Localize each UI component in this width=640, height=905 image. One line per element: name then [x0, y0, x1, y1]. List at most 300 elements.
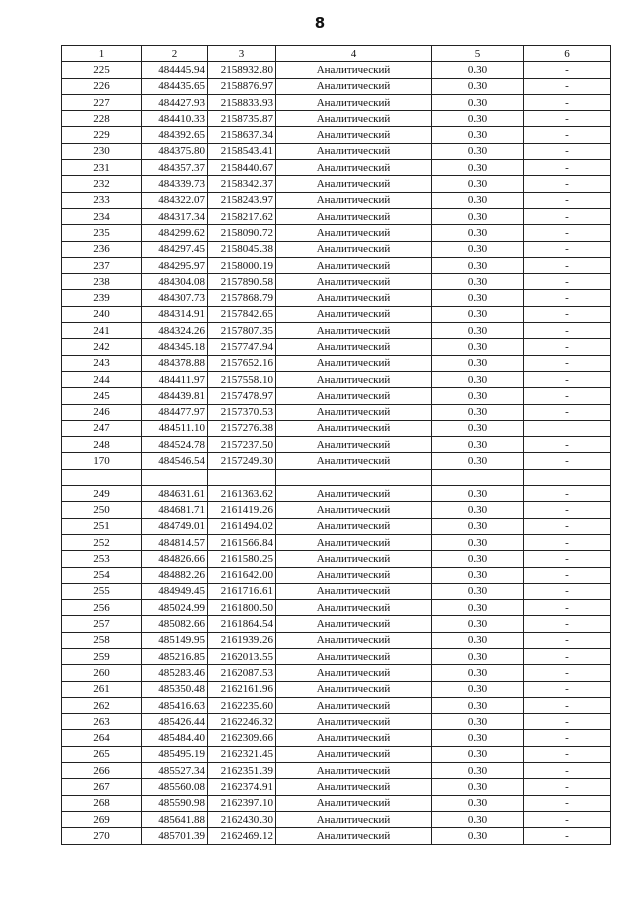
y-coordinate-cell: 2162309.66 [208, 730, 276, 746]
accuracy-cell: 0.30 [432, 811, 524, 827]
x-coordinate-cell: 484307.73 [142, 290, 208, 306]
method-cell: Аналитический [276, 94, 432, 110]
x-coordinate-cell: 484882.26 [142, 567, 208, 583]
y-coordinate-cell: 2162469.12 [208, 828, 276, 844]
method-cell: Аналитический [276, 518, 432, 534]
accuracy-cell: 0.30 [432, 730, 524, 746]
method-cell: Аналитический [276, 551, 432, 567]
y-coordinate-cell: 2161939.26 [208, 632, 276, 648]
accuracy-cell [432, 469, 524, 485]
x-coordinate-cell: 485216.85 [142, 648, 208, 664]
point-number-cell: 232 [62, 176, 142, 192]
table-row [62, 632, 611, 648]
column-header: 4 [276, 46, 432, 62]
x-coordinate-cell: 484524.78 [142, 437, 208, 453]
table-row [62, 257, 611, 273]
y-coordinate-cell: 2161363.62 [208, 486, 276, 502]
x-coordinate-cell: 484299.62 [142, 225, 208, 241]
accuracy-cell: 0.30 [432, 388, 524, 404]
accuracy-cell: 0.30 [432, 78, 524, 94]
accuracy-cell: 0.30 [432, 160, 524, 176]
x-coordinate-cell: 484477.97 [142, 404, 208, 420]
x-coordinate-cell: 484749.01 [142, 518, 208, 534]
table-row [62, 746, 611, 762]
note-cell: - [524, 502, 611, 518]
x-coordinate-cell [142, 469, 208, 485]
y-coordinate-cell: 2158090.72 [208, 225, 276, 241]
table-row [62, 600, 611, 616]
x-coordinate-cell: 484392.65 [142, 127, 208, 143]
point-number-cell: 250 [62, 502, 142, 518]
y-coordinate-cell: 2162235.60 [208, 697, 276, 713]
method-cell: Аналитический [276, 714, 432, 730]
table-row [62, 111, 611, 127]
accuracy-cell: 0.30 [432, 274, 524, 290]
note-cell: - [524, 746, 611, 762]
x-coordinate-cell: 485484.40 [142, 730, 208, 746]
table-row [62, 681, 611, 697]
x-coordinate-cell: 485416.63 [142, 697, 208, 713]
table-row [62, 208, 611, 224]
point-number-cell: 264 [62, 730, 142, 746]
x-coordinate-cell: 485082.66 [142, 616, 208, 632]
x-coordinate-cell: 485024.99 [142, 600, 208, 616]
point-number-cell: 243 [62, 355, 142, 371]
table-row [62, 94, 611, 110]
x-coordinate-cell: 485283.46 [142, 665, 208, 681]
x-coordinate-cell: 485426.44 [142, 714, 208, 730]
y-coordinate-cell: 2157652.16 [208, 355, 276, 371]
x-coordinate-cell: 484357.37 [142, 160, 208, 176]
method-cell: Аналитический [276, 176, 432, 192]
table-row [62, 225, 611, 241]
x-coordinate-cell: 484511.10 [142, 420, 208, 436]
table-row [62, 143, 611, 159]
point-number-cell: 260 [62, 665, 142, 681]
x-coordinate-cell: 484297.45 [142, 241, 208, 257]
y-coordinate-cell: 2157842.65 [208, 306, 276, 322]
point-number-cell: 258 [62, 632, 142, 648]
method-cell: Аналитический [276, 192, 432, 208]
column-header: 3 [208, 46, 276, 62]
method-cell: Аналитический [276, 632, 432, 648]
method-cell: Аналитический [276, 648, 432, 664]
method-cell: Аналитический [276, 388, 432, 404]
accuracy-cell: 0.30 [432, 306, 524, 322]
note-cell: - [524, 632, 611, 648]
y-coordinate-cell: 2157807.35 [208, 323, 276, 339]
note-cell: - [524, 600, 611, 616]
y-coordinate-cell: 2158440.67 [208, 160, 276, 176]
method-cell: Аналитический [276, 404, 432, 420]
accuracy-cell: 0.30 [432, 616, 524, 632]
method-cell: Аналитический [276, 78, 432, 94]
table-row [62, 828, 611, 844]
column-header: 6 [524, 46, 611, 62]
table-row [62, 616, 611, 632]
method-cell: Аналитический [276, 795, 432, 811]
point-number-cell: 248 [62, 437, 142, 453]
accuracy-cell: 0.30 [432, 339, 524, 355]
y-coordinate-cell: 2161494.02 [208, 518, 276, 534]
point-number-cell: 263 [62, 714, 142, 730]
y-coordinate-cell: 2162246.32 [208, 714, 276, 730]
note-cell: - [524, 665, 611, 681]
accuracy-cell: 0.30 [432, 290, 524, 306]
x-coordinate-cell: 484546.54 [142, 453, 208, 469]
method-cell: Аналитический [276, 502, 432, 518]
note-cell: - [524, 828, 611, 844]
note-cell: - [524, 160, 611, 176]
note-cell: - [524, 62, 611, 78]
column-header: 1 [62, 46, 142, 62]
point-number-cell: 225 [62, 62, 142, 78]
method-cell: Аналитический [276, 746, 432, 762]
note-cell: - [524, 779, 611, 795]
y-coordinate-cell: 2161580.25 [208, 551, 276, 567]
x-coordinate-cell: 484345.18 [142, 339, 208, 355]
y-coordinate-cell: 2158735.87 [208, 111, 276, 127]
table-row [62, 795, 611, 811]
y-coordinate-cell: 2158000.19 [208, 257, 276, 273]
note-cell: - [524, 388, 611, 404]
table-row [62, 274, 611, 290]
accuracy-cell: 0.30 [432, 355, 524, 371]
point-number-cell: 265 [62, 746, 142, 762]
note-cell [524, 469, 611, 485]
y-coordinate-cell: 2161642.00 [208, 567, 276, 583]
note-cell: - [524, 616, 611, 632]
x-coordinate-cell: 485560.08 [142, 779, 208, 795]
point-number-cell: 239 [62, 290, 142, 306]
y-coordinate-cell: 2158932.80 [208, 62, 276, 78]
method-cell: Аналитический [276, 616, 432, 632]
note-cell: - [524, 143, 611, 159]
table-row [62, 192, 611, 208]
x-coordinate-cell: 485641.88 [142, 811, 208, 827]
table-row [62, 127, 611, 143]
y-coordinate-cell: 2158833.93 [208, 94, 276, 110]
note-cell: - [524, 486, 611, 502]
method-cell: Аналитический [276, 306, 432, 322]
note-cell: - [524, 453, 611, 469]
table-row [62, 290, 611, 306]
x-coordinate-cell: 484295.97 [142, 257, 208, 273]
note-cell [524, 420, 611, 436]
note-cell: - [524, 339, 611, 355]
y-coordinate-cell: 2157890.58 [208, 274, 276, 290]
accuracy-cell: 0.30 [432, 600, 524, 616]
table-row [62, 371, 611, 387]
x-coordinate-cell: 484681.71 [142, 502, 208, 518]
x-coordinate-cell: 485701.39 [142, 828, 208, 844]
point-number-cell: 252 [62, 534, 142, 550]
note-cell: - [524, 583, 611, 599]
table-row [62, 714, 611, 730]
table-row [62, 534, 611, 550]
note-cell: - [524, 551, 611, 567]
accuracy-cell: 0.30 [432, 502, 524, 518]
accuracy-cell: 0.30 [432, 208, 524, 224]
point-number-cell: 268 [62, 795, 142, 811]
method-cell: Аналитический [276, 567, 432, 583]
x-coordinate-cell: 484427.93 [142, 94, 208, 110]
method-cell: Аналитический [276, 143, 432, 159]
point-number-cell: 237 [62, 257, 142, 273]
y-coordinate-cell: 2157747.94 [208, 339, 276, 355]
accuracy-cell: 0.30 [432, 371, 524, 387]
accuracy-cell: 0.30 [432, 681, 524, 697]
note-cell: - [524, 648, 611, 664]
y-coordinate-cell: 2162351.39 [208, 763, 276, 779]
point-number-cell: 234 [62, 208, 142, 224]
table-row [62, 453, 611, 469]
accuracy-cell: 0.30 [432, 176, 524, 192]
point-number-cell: 254 [62, 567, 142, 583]
method-cell: Аналитический [276, 111, 432, 127]
accuracy-cell: 0.30 [432, 551, 524, 567]
accuracy-cell: 0.30 [432, 127, 524, 143]
point-number-cell: 255 [62, 583, 142, 599]
method-cell: Аналитический [276, 257, 432, 273]
point-number-cell: 257 [62, 616, 142, 632]
table-row [62, 388, 611, 404]
x-coordinate-cell: 484304.08 [142, 274, 208, 290]
x-coordinate-cell: 485149.95 [142, 632, 208, 648]
point-number-cell: 240 [62, 306, 142, 322]
x-coordinate-cell: 484435.65 [142, 78, 208, 94]
x-coordinate-cell: 484631.61 [142, 486, 208, 502]
y-coordinate-cell: 2161864.54 [208, 616, 276, 632]
y-coordinate-cell: 2162161.96 [208, 681, 276, 697]
table-body [62, 62, 611, 844]
point-number-cell: 230 [62, 143, 142, 159]
accuracy-cell: 0.30 [432, 795, 524, 811]
x-coordinate-cell: 484445.94 [142, 62, 208, 78]
y-coordinate-cell: 2157276.38 [208, 420, 276, 436]
table-row [62, 779, 611, 795]
accuracy-cell: 0.30 [432, 225, 524, 241]
note-cell: - [524, 763, 611, 779]
point-number-cell: 170 [62, 453, 142, 469]
coordinates-table [61, 45, 611, 845]
y-coordinate-cell: 2161419.26 [208, 502, 276, 518]
point-number-cell: 247 [62, 420, 142, 436]
point-number-cell: 236 [62, 241, 142, 257]
note-cell: - [524, 241, 611, 257]
y-coordinate-cell: 2158342.37 [208, 176, 276, 192]
note-cell: - [524, 567, 611, 583]
x-coordinate-cell: 485350.48 [142, 681, 208, 697]
note-cell: - [524, 811, 611, 827]
y-coordinate-cell: 2157558.10 [208, 371, 276, 387]
x-coordinate-cell: 485590.98 [142, 795, 208, 811]
accuracy-cell: 0.30 [432, 192, 524, 208]
y-coordinate-cell: 2161716.61 [208, 583, 276, 599]
accuracy-cell: 0.30 [432, 583, 524, 599]
point-number-cell: 249 [62, 486, 142, 502]
x-coordinate-cell: 484314.91 [142, 306, 208, 322]
accuracy-cell: 0.30 [432, 567, 524, 583]
point-number-cell: 267 [62, 779, 142, 795]
accuracy-cell: 0.30 [432, 111, 524, 127]
method-cell: Аналитический [276, 665, 432, 681]
x-coordinate-cell: 484322.07 [142, 192, 208, 208]
method-cell: Аналитический [276, 62, 432, 78]
accuracy-cell: 0.30 [432, 241, 524, 257]
note-cell: - [524, 176, 611, 192]
method-cell: Аналитический [276, 437, 432, 453]
table-row [62, 339, 611, 355]
accuracy-cell: 0.30 [432, 828, 524, 844]
column-header: 2 [142, 46, 208, 62]
method-cell: Аналитический [276, 225, 432, 241]
page-number: 8 [314, 14, 326, 32]
table-row [62, 437, 611, 453]
method-cell: Аналитический [276, 583, 432, 599]
x-coordinate-cell: 484410.33 [142, 111, 208, 127]
note-cell: - [524, 714, 611, 730]
x-coordinate-cell: 484439.81 [142, 388, 208, 404]
method-cell: Аналитический [276, 828, 432, 844]
y-coordinate-cell: 2157868.79 [208, 290, 276, 306]
note-cell: - [524, 534, 611, 550]
accuracy-cell: 0.30 [432, 62, 524, 78]
point-number-cell: 269 [62, 811, 142, 827]
x-coordinate-cell: 484826.66 [142, 551, 208, 567]
x-coordinate-cell: 484324.26 [142, 323, 208, 339]
y-coordinate-cell: 2162374.91 [208, 779, 276, 795]
method-cell: Аналитический [276, 160, 432, 176]
method-cell: Аналитический [276, 274, 432, 290]
method-cell: Аналитический [276, 355, 432, 371]
point-number-cell: 229 [62, 127, 142, 143]
y-coordinate-cell: 2162430.30 [208, 811, 276, 827]
table-row [62, 160, 611, 176]
y-coordinate-cell: 2158876.97 [208, 78, 276, 94]
method-cell: Аналитический [276, 763, 432, 779]
note-cell: - [524, 225, 611, 241]
accuracy-cell: 0.30 [432, 486, 524, 502]
y-coordinate-cell: 2157237.50 [208, 437, 276, 453]
point-number-cell: 235 [62, 225, 142, 241]
table-row [62, 355, 611, 371]
method-cell: Аналитический [276, 453, 432, 469]
accuracy-cell: 0.30 [432, 746, 524, 762]
y-coordinate-cell: 2158637.34 [208, 127, 276, 143]
point-number-cell: 241 [62, 323, 142, 339]
table-row [62, 583, 611, 599]
table-row [62, 648, 611, 664]
method-cell: Аналитический [276, 779, 432, 795]
method-cell: Аналитический [276, 323, 432, 339]
point-number-cell: 251 [62, 518, 142, 534]
point-number-cell: 244 [62, 371, 142, 387]
note-cell: - [524, 730, 611, 746]
note-cell: - [524, 127, 611, 143]
x-coordinate-cell: 484339.73 [142, 176, 208, 192]
point-number-cell: 261 [62, 681, 142, 697]
table-row [62, 567, 611, 583]
y-coordinate-cell: 2157370.53 [208, 404, 276, 420]
point-number-cell: 253 [62, 551, 142, 567]
table-row [62, 763, 611, 779]
y-coordinate-cell: 2157478.97 [208, 388, 276, 404]
method-cell: Аналитический [276, 811, 432, 827]
note-cell: - [524, 404, 611, 420]
y-coordinate-cell: 2158243.97 [208, 192, 276, 208]
point-number-cell: 256 [62, 600, 142, 616]
table-row [62, 518, 611, 534]
y-coordinate-cell: 2161800.50 [208, 600, 276, 616]
point-number-cell: 233 [62, 192, 142, 208]
table-row [62, 551, 611, 567]
y-coordinate-cell: 2162087.53 [208, 665, 276, 681]
accuracy-cell: 0.30 [432, 648, 524, 664]
accuracy-cell: 0.30 [432, 665, 524, 681]
x-coordinate-cell: 484317.34 [142, 208, 208, 224]
method-cell: Аналитический [276, 127, 432, 143]
table-header-row [62, 46, 611, 62]
y-coordinate-cell: 2162397.10 [208, 795, 276, 811]
method-cell [276, 469, 432, 485]
note-cell: - [524, 518, 611, 534]
point-number-cell: 270 [62, 828, 142, 844]
note-cell: - [524, 323, 611, 339]
accuracy-cell: 0.30 [432, 779, 524, 795]
table-row [62, 811, 611, 827]
note-cell: - [524, 306, 611, 322]
accuracy-cell: 0.30 [432, 323, 524, 339]
table-row [62, 176, 611, 192]
note-cell: - [524, 111, 611, 127]
accuracy-cell: 0.30 [432, 257, 524, 273]
accuracy-cell: 0.30 [432, 632, 524, 648]
note-cell: - [524, 355, 611, 371]
y-coordinate-cell: 2162321.45 [208, 746, 276, 762]
table-row [62, 404, 611, 420]
table-row [62, 665, 611, 681]
note-cell: - [524, 94, 611, 110]
note-cell: - [524, 795, 611, 811]
accuracy-cell: 0.30 [432, 143, 524, 159]
note-cell: - [524, 371, 611, 387]
method-cell: Аналитический [276, 241, 432, 257]
table-row [62, 486, 611, 502]
x-coordinate-cell: 484814.57 [142, 534, 208, 550]
method-cell: Аналитический [276, 208, 432, 224]
point-number-cell: 266 [62, 763, 142, 779]
method-cell: Аналитический [276, 339, 432, 355]
table-row [62, 241, 611, 257]
method-cell: Аналитический [276, 290, 432, 306]
y-coordinate-cell [208, 469, 276, 485]
accuracy-cell: 0.30 [432, 94, 524, 110]
y-coordinate-cell: 2158045.38 [208, 241, 276, 257]
point-number-cell: 231 [62, 160, 142, 176]
accuracy-cell: 0.30 [432, 404, 524, 420]
x-coordinate-cell: 485527.34 [142, 763, 208, 779]
point-number-cell: 259 [62, 648, 142, 664]
table-row [62, 697, 611, 713]
y-coordinate-cell: 2162013.55 [208, 648, 276, 664]
point-number-cell: 228 [62, 111, 142, 127]
x-coordinate-cell: 484949.45 [142, 583, 208, 599]
accuracy-cell: 0.30 [432, 518, 524, 534]
y-coordinate-cell: 2158543.41 [208, 143, 276, 159]
method-cell: Аналитический [276, 600, 432, 616]
method-cell: Аналитический [276, 730, 432, 746]
